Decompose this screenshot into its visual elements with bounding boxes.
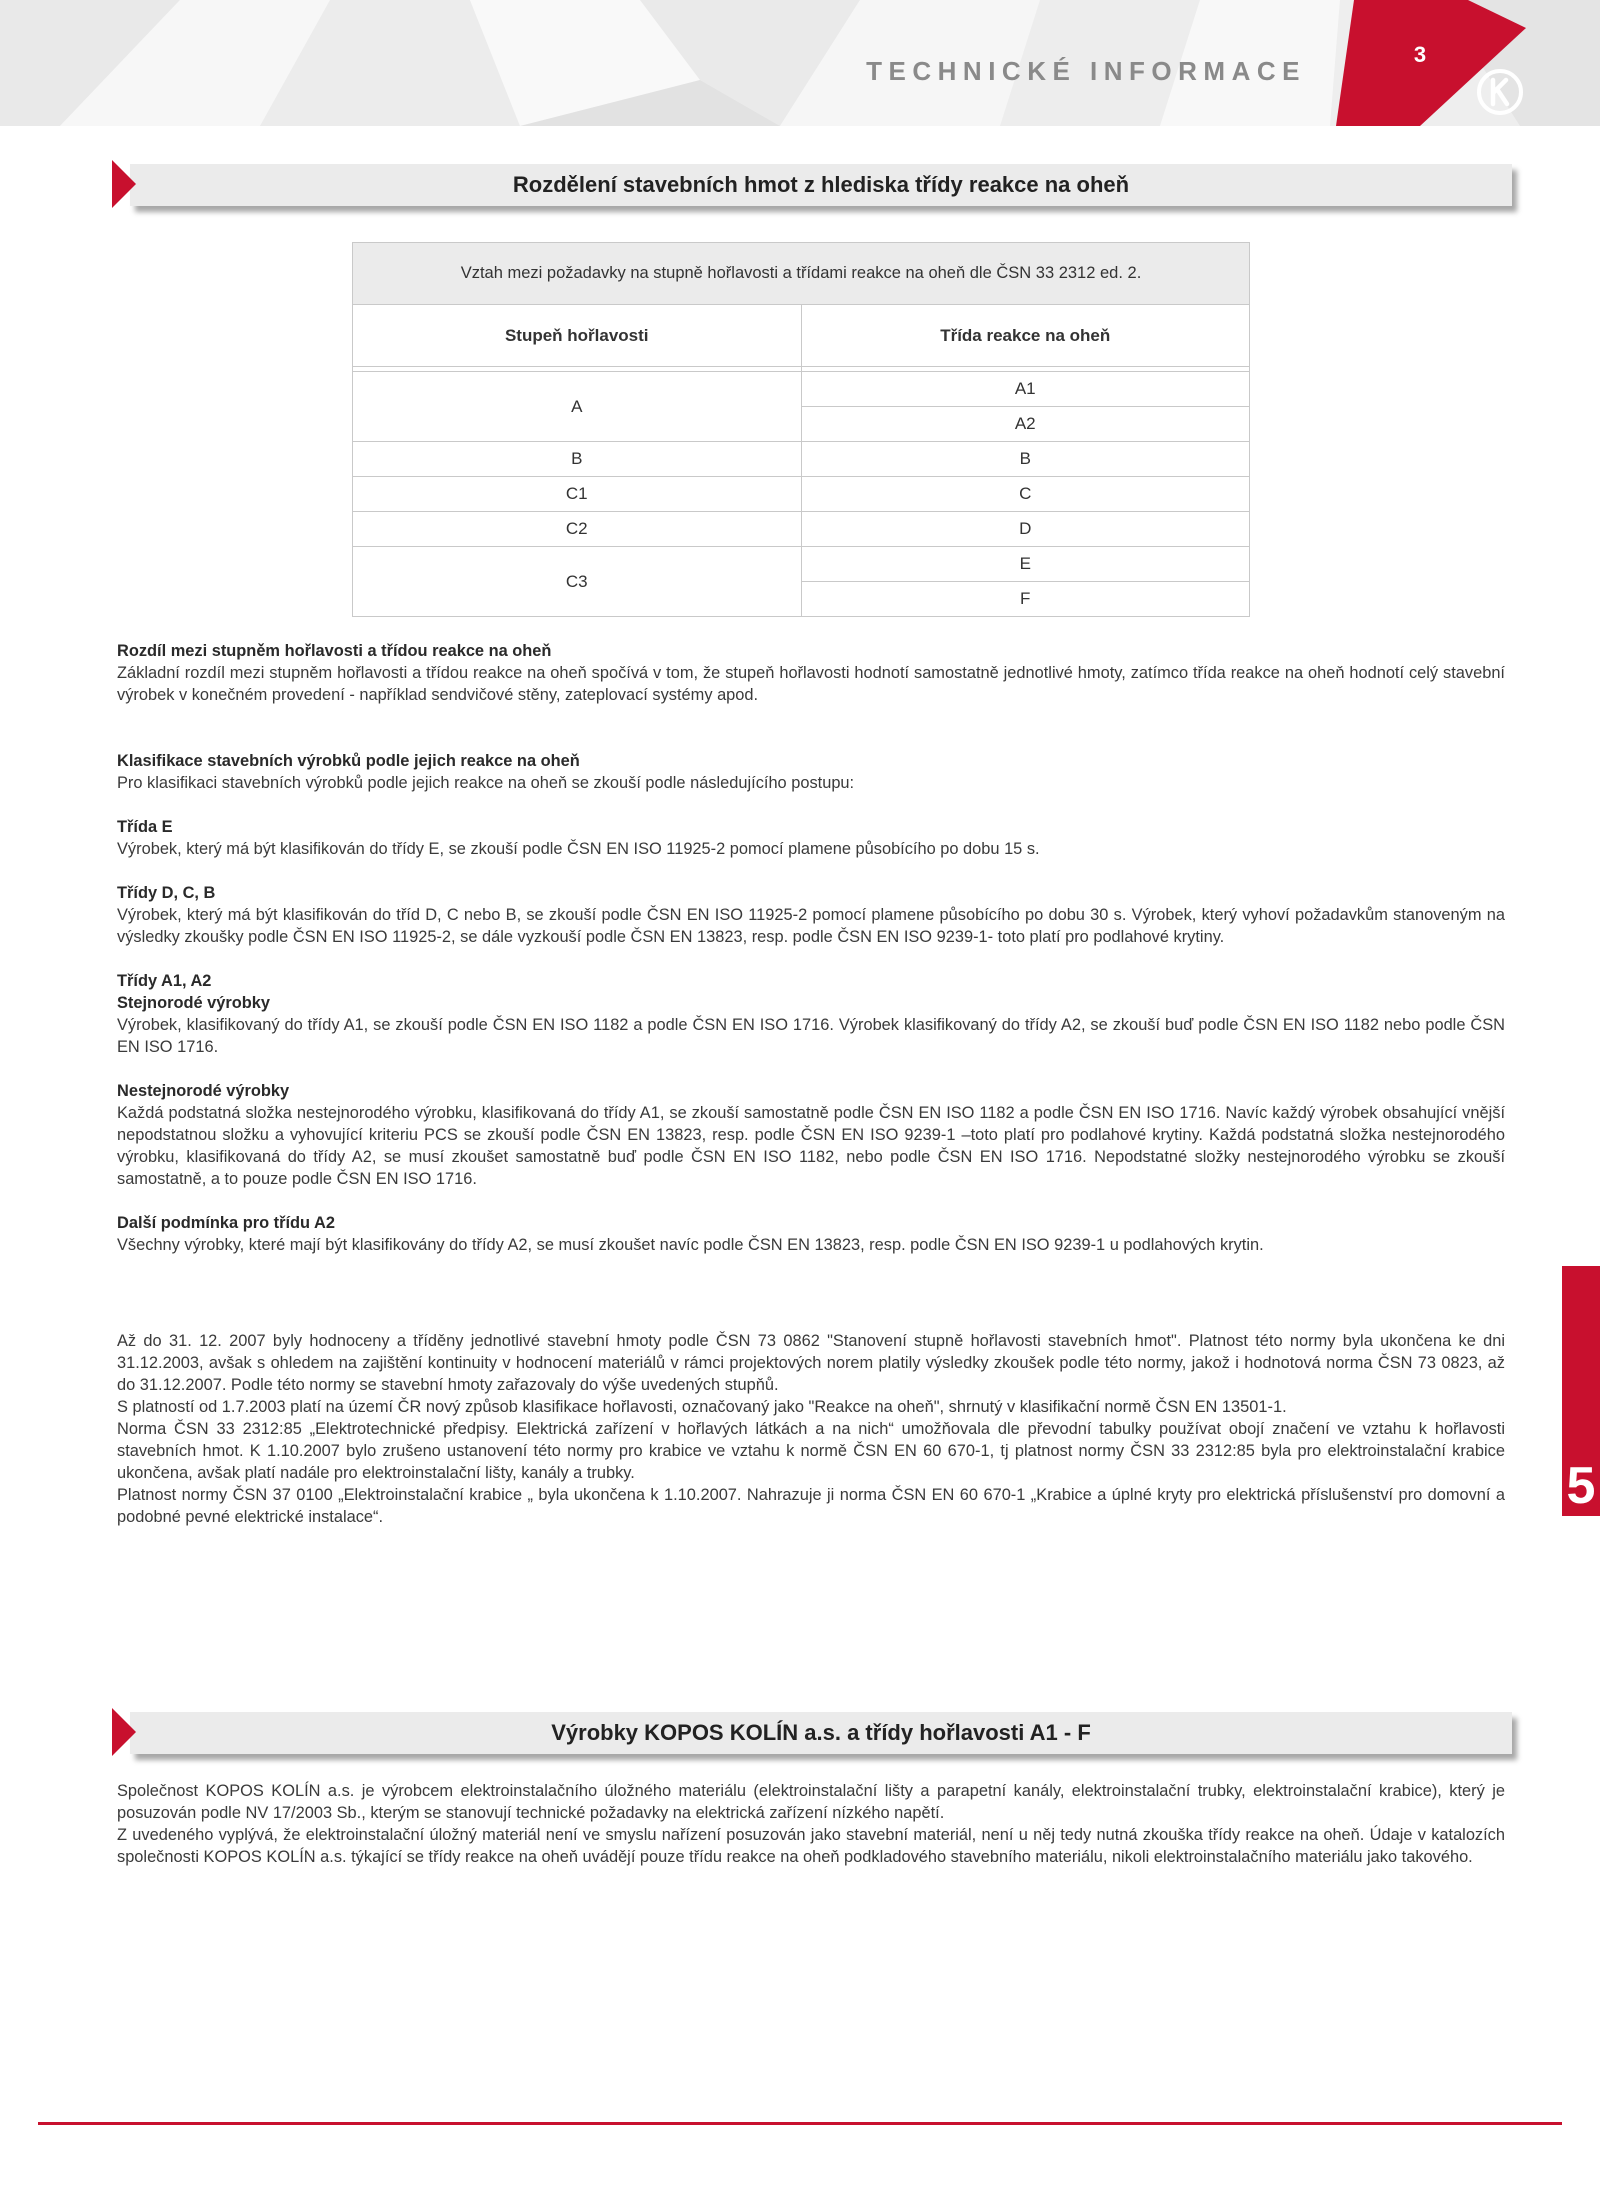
history-paragraph: S platností od 1.7.2003 platí na území ČR nový způsob klasifikace hořlavosti, označovaný jako "Reakce na oheň", shrnutý v klasifikační normě ČSN EN 13501-1. bbox=[117, 1398, 1287, 1416]
degree-cell: A bbox=[353, 372, 802, 442]
classification-heading: Klasifikace stavebních výrobků podle jejich reakce na oheň bbox=[117, 752, 580, 770]
class-e-heading: Třída E bbox=[117, 818, 173, 836]
nonhomogeneous-text: Každá podstatná složka nestejnorodého výrobku, klasifikovaná do třídy A1, se zkouší samostatně podle ČSN EN ISO 1182 a podle ČSN EN ISO 1716. Navíc každý výrobek obsahující vnější nepodstatnou složku a vyhovující kriteriu PCS se zkouší podle ČSN EN 13823, resp. podle ČSN EN ISO 9239-1 –toto platí pro podlahové krytiny. Každá podstatná složka nestejnorodého výrobku, klasifikovaná do třídy A2, se musí zkoušet samostatně buď podle ČSN EN ISO 1182, nebo podle ČSN EN ISO 1716. Nepodstatné složky nestejnorodého výrobku se zkouší samostatně, a to pouze podle ČSN EN ISO 1716. bbox=[117, 1104, 1505, 1188]
classification-section bbox=[117, 750, 1505, 794]
section-heading-bar bbox=[112, 160, 1512, 212]
class-cell: D bbox=[801, 512, 1250, 547]
a2-condition-heading: Další podmínka pro třídu A2 bbox=[117, 1214, 335, 1232]
kopos-section bbox=[117, 1780, 1505, 1868]
difference-section bbox=[117, 640, 1505, 706]
section-title: Rozdělení stavebních hmot z hlediska třídy reakce na oheň bbox=[512, 172, 1130, 197]
page-number: 3 bbox=[1413, 42, 1427, 67]
kopos-k-logo-icon bbox=[1476, 68, 1524, 116]
class-cell: A2 bbox=[801, 407, 1250, 442]
class-dcb-heading: Třídy D, C, B bbox=[117, 884, 216, 902]
bottom-rule bbox=[38, 2122, 1562, 2125]
classification-text: Pro klasifikaci stavebních výrobků podle jejich reakce na oheň se zkouší podle následujícího postupu: bbox=[117, 774, 855, 792]
class-dcb-text: Výrobek, který má být klasifikován do tříd D, C nebo B, se zkouší podle ČSN EN ISO 11925-2 pomocí plamene působícího po dobu 30 s. Výrobek, který vyhoví požadavkům stanoveným na výsledky zkoušky podle ČSN EN ISO 11925-2, se dále vyzkouší podle ČSN EN 13823, resp. podle ČSN EN ISO 9239-1- toto platí pro podlahové krytiny. bbox=[117, 906, 1505, 946]
header-background-graphic bbox=[0, 0, 1600, 126]
class-e-section bbox=[117, 816, 1505, 860]
header-title: TECHNICKÉ INFORMACE bbox=[866, 56, 1306, 86]
table-row bbox=[353, 547, 1250, 582]
table-row bbox=[353, 512, 1250, 547]
class-cell: B bbox=[801, 442, 1250, 477]
class-e-text: Výrobek, který má být klasifikován do třídy E, se zkouší podle ČSN EN ISO 11925-2 pomocí plamene působícího po dobu 15 s. bbox=[117, 840, 1040, 858]
a2-condition-text: Všechny výrobky, které mají být klasifikovány do třídy A2, se musí zkoušet navíc podle ČSN EN 13823, resp. podle ČSN EN ISO 9239-1 u podlahových krytin. bbox=[117, 1236, 1264, 1254]
fire-class-table bbox=[352, 242, 1250, 617]
class-a-heading: Třídy A1, A2 bbox=[117, 972, 212, 990]
degree-cell: C2 bbox=[353, 512, 802, 547]
homogeneous-heading: Stejnorodé výrobky bbox=[117, 994, 271, 1012]
difference-text: Základní rozdíl mezi stupněm hořlavosti a třídou reakce na oheň spočívá v tom, že stupeň hořlavosti hodnotí samostatně jednotlivé hmoty, zatímco třída reakce na oheň hodnotí celý stavební výrobek v konečném provedení - například sendvičové stěny, zateplovací systémy apod. bbox=[117, 664, 1505, 704]
chapter-number: 5 bbox=[1566, 1457, 1596, 1515]
class-a-section bbox=[117, 970, 1505, 1058]
class-cell: C bbox=[801, 477, 1250, 512]
page-header bbox=[0, 0, 1600, 126]
degree-cell: B bbox=[353, 442, 802, 477]
table-caption: Vztah mezi požadavky na stupně hořlavosti a třídami reakce na oheň dle ČSN 33 2312 ed. 2. bbox=[353, 243, 1250, 305]
class-dcb-section bbox=[117, 882, 1505, 948]
section-title: Výrobky KOPOS KOLÍN a.s. a třídy hořlavosti A1 - F bbox=[551, 1720, 1091, 1745]
nonhomogeneous-heading: Nestejnorodé výrobky bbox=[117, 1082, 290, 1100]
table-header-row bbox=[353, 305, 1250, 367]
nonhomogeneous-section bbox=[117, 1080, 1505, 1190]
table-row bbox=[353, 477, 1250, 512]
class-cell: E bbox=[801, 547, 1250, 582]
homogeneous-text: Výrobek, klasifikovaný do třídy A1, se zkouší podle ČSN EN ISO 1182 a podle ČSN EN ISO 1716. Výrobek klasifikovaný do třídy A2, se zkouší buď podle ČSN EN ISO 1182 nebo podle ČSN EN ISO 1716. bbox=[117, 1016, 1505, 1056]
table-row bbox=[353, 442, 1250, 477]
degree-cell: C1 bbox=[353, 477, 802, 512]
kopos-paragraph: Z uvedeného vyplývá, že elektroinstalační úložný materiál není ve smyslu nařízení posuzován jako stavební materiál, není u něj tedy nutná zkouška třídy reakce na oheň. Údaje v katalozích společnosti KOPOS KOLÍN a.s. týkající se třídy reakce na oheň uvádějí pouze třídu reakce na oheň podkladového stavebního materiálu, nikoli elektroinstalačního materiálu jako takového. bbox=[117, 1826, 1505, 1866]
class-cell: A1 bbox=[801, 372, 1250, 407]
table-caption-row bbox=[353, 243, 1250, 305]
difference-heading: Rozdíl mezi stupněm hořlavosti a třídou reakce na oheň bbox=[117, 642, 552, 660]
column-header-class: Třída reakce na oheň bbox=[801, 305, 1250, 367]
history-paragraph: Norma ČSN 33 2312:85 „Elektrotechnické předpisy. Elektrická zařízení v hořlavých látkách a na nich“ umožňovala dle převodní tabulky používat obojí značení ve vztahu k hořlavosti stavebních hmot. K 1.10.2007 bylo zrušeno ustanovení této normy pro krabice ve vztahu k normě ČSN EN 60 670-1, tj platnost normy ČSN 33 2312:85 byla pro elektroinstalační krabice ukončena, avšak platí nadále pro elektroinstalační lišty, kanály a trubky. bbox=[117, 1420, 1505, 1482]
degree-cell: C3 bbox=[353, 547, 802, 617]
history-paragraph: Platnost normy ČSN 37 0100 „Elektroinstalační krabice „ byla ukončena k 1.10.2007. Nahrazuje ji norma ČSN EN 60 670-1 „Krabice a úplné kryty pro elektrická příslušenství pro domovní a podobné pevné elektrické instalace“. bbox=[117, 1486, 1505, 1526]
table-row bbox=[353, 372, 1250, 407]
column-header-degree: Stupeň hořlavosti bbox=[353, 305, 802, 367]
class-cell: F bbox=[801, 582, 1250, 617]
section-heading-bar bbox=[112, 1708, 1512, 1760]
history-paragraph: Až do 31. 12. 2007 byly hodnoceny a tříděny jednotlivé stavební hmoty podle ČSN 73 0862 "Stanovení stupně hořlavosti stavebních hmot". Platnost této normy byla ukončena ke dni 31.12.2003, avšak s ohledem na zajištění kontinuity v hodnocení materiálů v rámci projektových norem platily výsledky zkoušek podle této normy, jakož i hodnotová norma ČSN 73 0823, až do 31.12.2007. Podle této normy se stavební hmoty zařazovaly do výše uvedených stupňů. bbox=[117, 1332, 1505, 1394]
history-section bbox=[117, 1330, 1505, 1528]
kopos-paragraph: Společnost KOPOS KOLÍN a.s. je výrobcem elektroinstalačního úložného materiálu (elektroinstalační lišty a parapetní kanály, elektroinstalační trubky, elektroinstalační krabice), který je posuzován podle NV 17/2003 Sb., kterým se stanovují technické požadavky na elektrická zařízení nízkého napětí. bbox=[117, 1782, 1505, 1822]
a2-condition-section bbox=[117, 1212, 1505, 1256]
